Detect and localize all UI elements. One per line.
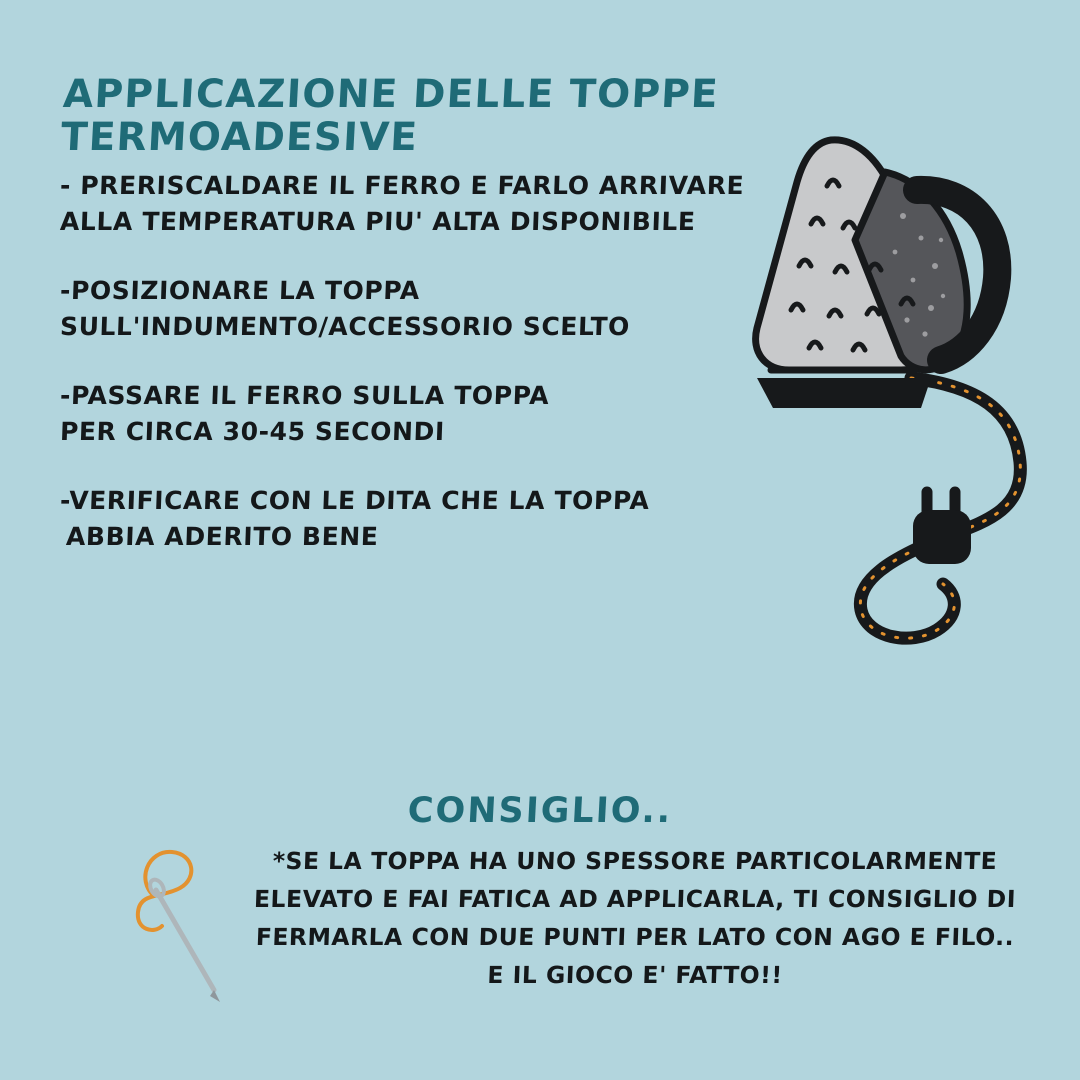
clothes-iron-icon [735, 120, 1065, 650]
instruction-step-iron [60, 378, 750, 449]
page-title: APPLICAZIONE DELLE TOPPE TERMOADESIVE [59, 72, 720, 161]
advice-line: ELEVATO E FAI FATICA AD APPLICARLA, TI CONSIGLIO DI [253, 885, 1017, 914]
instruction-line: ABBIA ADERITO BENE [65, 521, 380, 551]
instruction-line: SULL'INDUMENTO/ACCESSORIO SCELTO [59, 311, 631, 341]
instruction-line: - PRERISCALDARE IL FERRO E FARLO ARRIVARE [59, 171, 745, 200]
instruction-list [60, 168, 750, 588]
instruction-step-preheat [60, 168, 750, 239]
advice-text [240, 842, 1030, 994]
instruction-line: PER CIRCA 30-45 SECONDI [59, 416, 446, 446]
advice-line: E IL GIOCO E' FATTO!! [486, 961, 784, 990]
instruction-line: -PASSARE IL FERRO SULLA TOPPA [59, 381, 550, 410]
instruction-step-check [60, 483, 750, 554]
advice-line: *SE LA TOPPA HA UNO SPESSORE PARTICOLARMENTE [272, 847, 998, 875]
instruction-line: -POSIZIONARE LA TOPPA [59, 276, 421, 305]
instruction-line: -VERIFICARE CON LE DITA CHE LA TOPPA [59, 486, 650, 515]
instruction-step-position [60, 273, 750, 344]
needle-and-thread-icon [110, 830, 240, 1005]
advice-line: FERMARLA CON DUE PUNTI PER LATO CON AGO E FILO.. [255, 923, 1015, 952]
instruction-line: ALLA TEMPERATURA PIU' ALTA DISPONIBILE [59, 206, 697, 236]
advice-heading: CONSIGLIO.. [406, 791, 674, 832]
